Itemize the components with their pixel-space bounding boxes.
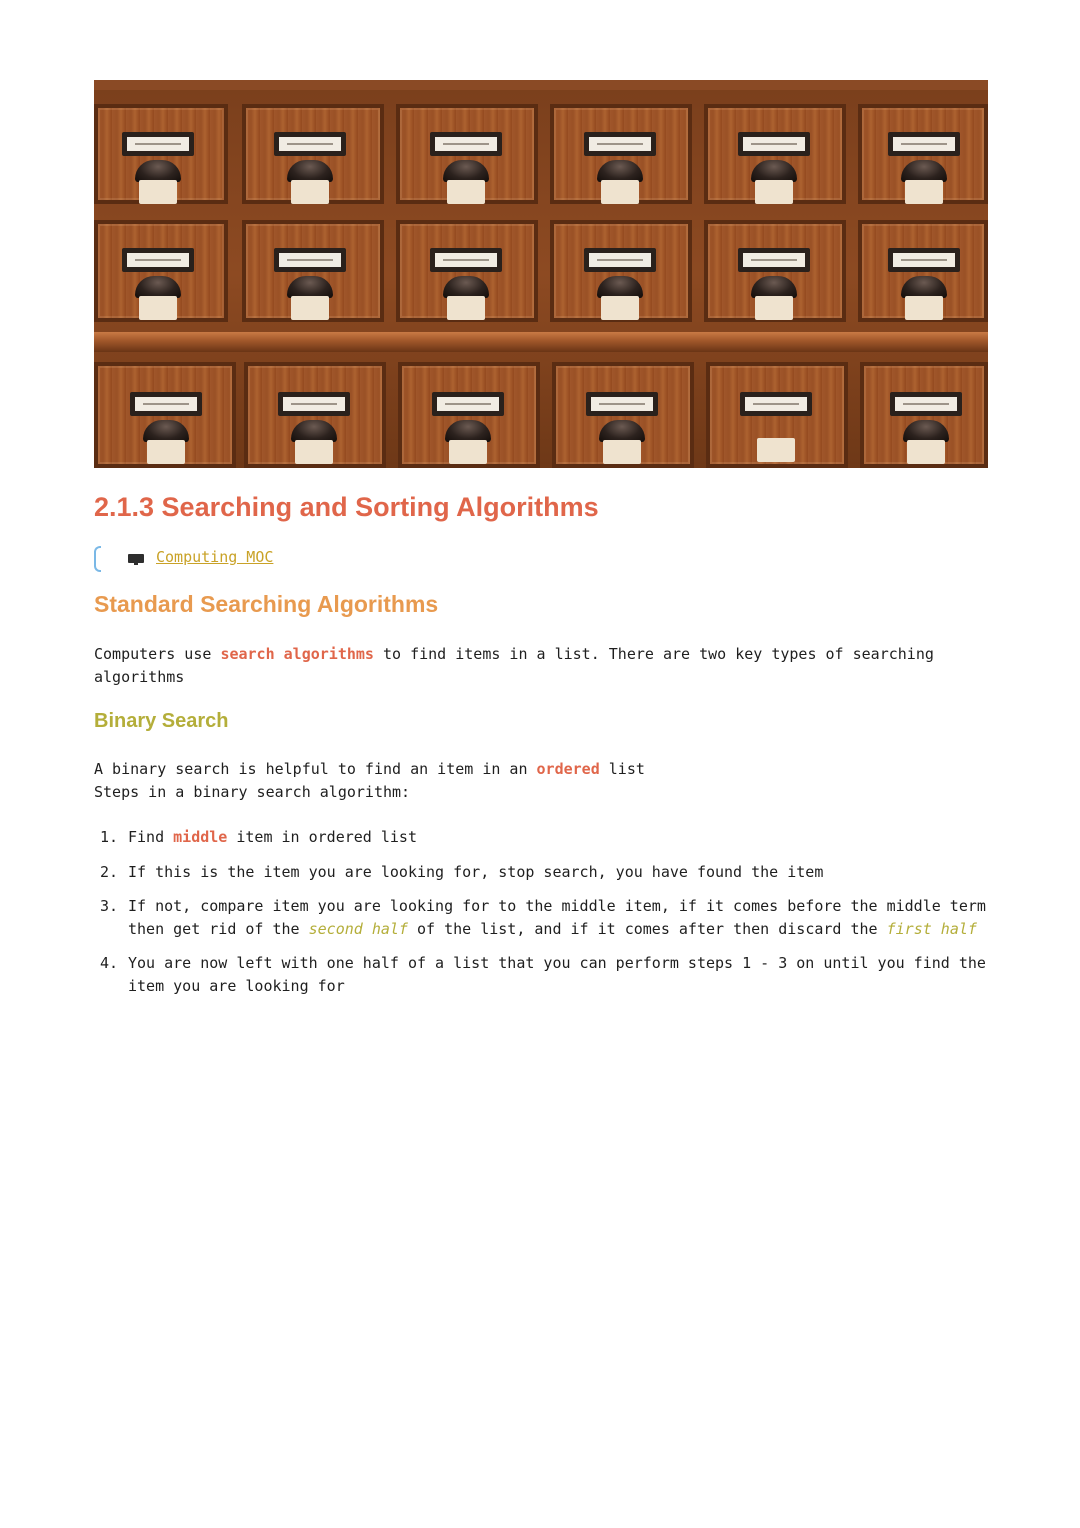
drawer-label: [430, 132, 502, 156]
drawer-handle: [443, 276, 489, 298]
drawer-label: [122, 248, 194, 272]
section-heading: Standard Searching Algorithms: [94, 591, 439, 617]
page-title: 2.1.3 Searching and Sorting Algorithms: [94, 492, 599, 522]
card-tab: [139, 180, 177, 204]
computing-moc-link[interactable]: Computing MOC: [156, 548, 274, 566]
drawer-handle: [901, 160, 947, 182]
card-tab: [447, 296, 485, 320]
list-line: item you are looking for: [128, 977, 345, 995]
card-tab: [139, 296, 177, 320]
drawer-label: [738, 248, 810, 272]
drawer-handle: [291, 420, 337, 442]
middle-highlight: middle: [173, 828, 228, 846]
list-text: [128, 861, 990, 884]
binary-description: [94, 758, 645, 804]
drawer-handle: [445, 420, 491, 442]
drawer-handle: [901, 276, 947, 298]
binary-desc-line: [94, 758, 645, 781]
list-line: You are now left with one half of a list that you can perform steps 1 - 3 on until you find the: [128, 954, 986, 972]
text-span: then get rid of the: [128, 920, 309, 938]
drawer-handle: [751, 276, 797, 298]
text-span: of the list, and if it comes after then discard the: [407, 920, 887, 938]
drawer-handle: [135, 160, 181, 182]
list-text: [128, 952, 990, 998]
text-span: list: [599, 760, 645, 778]
drawer-handle: [287, 160, 333, 182]
banner-image: [94, 80, 988, 468]
drawer-label: [740, 392, 812, 416]
drawer-label: [888, 132, 960, 156]
drawer-label: [738, 132, 810, 156]
drawer-label: [584, 132, 656, 156]
computer-icon: [128, 554, 144, 565]
drawer-handle: [135, 276, 181, 298]
card-tab: [295, 440, 333, 464]
drawer-handle: [443, 160, 489, 182]
bracket-decoration: [94, 546, 101, 572]
card-strip: [94, 80, 988, 90]
list-number: 2.: [100, 863, 119, 881]
card-tab: [147, 440, 185, 464]
text-span: to find items in a list. There are two key types of searching: [373, 645, 934, 663]
card-tab: [905, 180, 943, 204]
card-tab: [449, 440, 487, 464]
drawer-label: [278, 392, 350, 416]
card-tab: [601, 180, 639, 204]
first-half-emphasis: first half: [886, 920, 977, 938]
list-number: 1.: [100, 828, 119, 846]
list-text: [128, 895, 990, 941]
drawer-label: [432, 392, 504, 416]
card-tab: [291, 296, 329, 320]
text-span: Computers use: [94, 645, 221, 663]
drawer-label: [274, 132, 346, 156]
card-tab: [603, 440, 641, 464]
drawer-handle: [597, 276, 643, 298]
list-number: 3.: [100, 897, 119, 915]
card-tab: [755, 296, 793, 320]
drawer-label: [888, 248, 960, 272]
drawer-label: [584, 248, 656, 272]
drawer-handle: [287, 276, 333, 298]
drawer-handle: [143, 420, 189, 442]
search-algorithms-highlight: search algorithms: [220, 645, 374, 663]
drawer-label: [430, 248, 502, 272]
card-tab: [291, 180, 329, 204]
card-tab: [447, 180, 485, 204]
drawer-handle: [903, 420, 949, 442]
list-line: [128, 918, 990, 941]
ordered-highlight: ordered: [536, 760, 600, 778]
list-line: If not, compare item you are looking for to the middle item, if it comes before the middle term: [128, 897, 986, 915]
card-tab: [755, 180, 793, 204]
intro-line-2: algorithms: [94, 668, 185, 686]
list-line: If this is the item you are looking for, stop search, you have found the item: [128, 863, 824, 881]
shelf: [94, 332, 988, 352]
binary-search-heading: Binary Search: [94, 710, 229, 732]
drawer-handle: [751, 160, 797, 182]
intro-line-1: [94, 643, 934, 666]
text-span: item in ordered list: [227, 828, 417, 846]
drawer-handle: [597, 160, 643, 182]
drawer-label: [122, 132, 194, 156]
text-span: A binary search is helpful to find an item in an: [94, 760, 537, 778]
second-half-emphasis: second half: [308, 920, 408, 938]
drawer-label: [586, 392, 658, 416]
list-text: [128, 826, 990, 849]
list-number: 4.: [100, 954, 119, 972]
card-tab: [601, 296, 639, 320]
card-tab: [757, 438, 795, 462]
steps-intro: Steps in a binary search algorithm:: [94, 783, 411, 801]
card-tab: [907, 440, 945, 464]
intro-paragraph: [94, 643, 934, 689]
card-tab: [905, 296, 943, 320]
drawer-label: [130, 392, 202, 416]
drawer-label: [274, 248, 346, 272]
list-line: [128, 826, 990, 849]
drawer-label: [890, 392, 962, 416]
drawer-handle: [599, 420, 645, 442]
text-span: Find: [128, 828, 174, 846]
